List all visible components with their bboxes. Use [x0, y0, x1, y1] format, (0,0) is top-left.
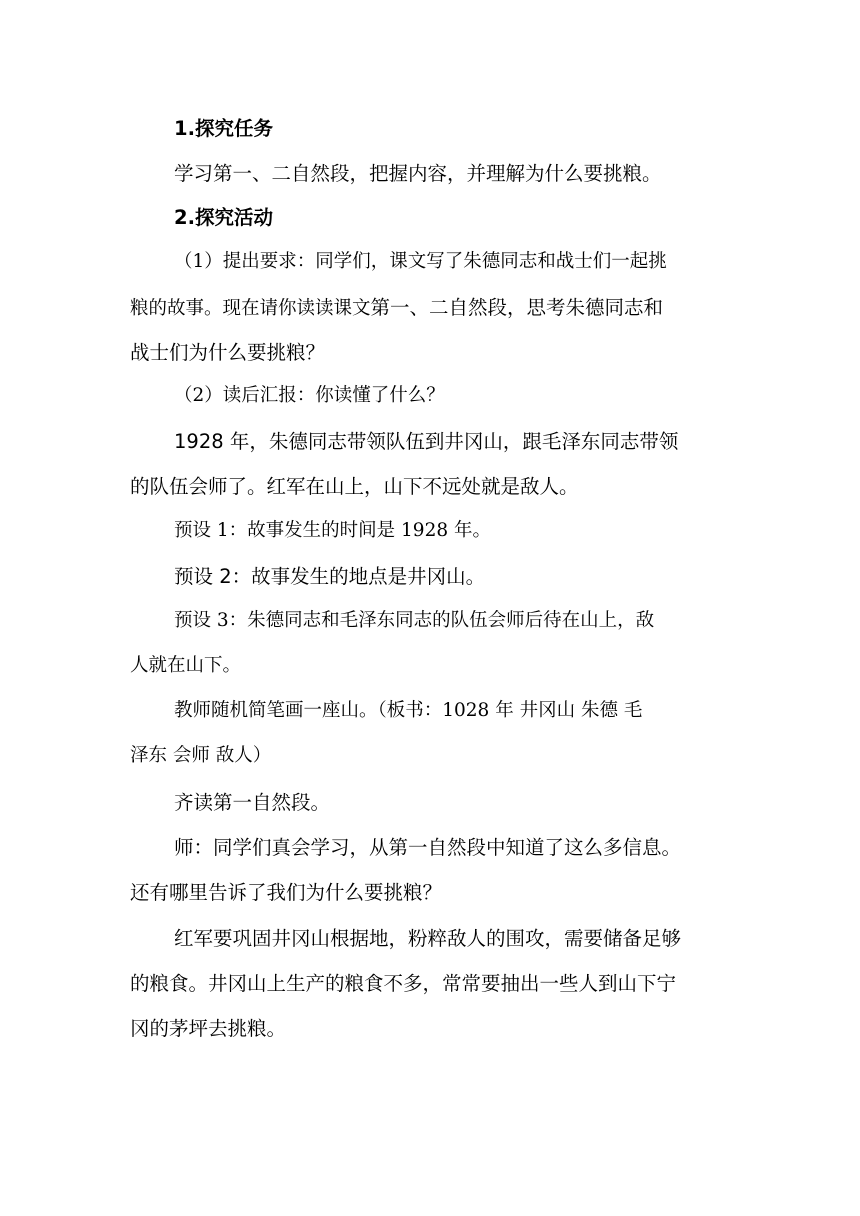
requirement-line-1: （1）提出要求：同学们，课文写了朱德同志和战士们一起挑	[174, 251, 667, 272]
teacher-note-line-2: 泽东 会师 敌人）	[130, 745, 272, 766]
task-text: 学习第一、二自然段，把握内容，并理解为什么要挑粮。	[174, 162, 662, 185]
requirement-line-2	[130, 298, 663, 319]
heading-inquiry-task: 1.探究任务	[174, 117, 273, 140]
paragraph-1928-line-1: 1928 年，朱德同志带领队伍到井冈山，跟毛泽东同志带领	[174, 430, 679, 453]
report-prompt: （2）读后汇报：你读懂了什么？	[174, 385, 445, 406]
paragraph-1928-line-2: 的队伍会师了。红军在山上，山下不远处就是敌人。	[130, 475, 579, 498]
teacher-question-line-2: 还有哪里告诉了我们为什么要挑粮？	[130, 881, 443, 904]
requirement-line-2-serif: 粮的故事。现在请你读读课文	[130, 298, 371, 319]
preset-2: 预设 2：故事发生的地点是井冈山。	[174, 565, 486, 588]
requirement-line-2-sans: 第一、二自然段，思考朱德同志和	[370, 296, 664, 319]
preset-3-line-2: 人就在山下。	[130, 655, 242, 676]
preset-3-line-1: 预设 3：朱德同志和毛泽东同志的队伍会师后待在山上，敌	[174, 610, 655, 631]
requirement-line-3: 战士们为什么要挑粮？	[130, 341, 326, 364]
teacher-note-line-1: 教师随机简笔画一座山。（板书：1028 年 井冈山 朱德 毛	[174, 700, 643, 721]
last-paragraph-line-1: 红军要巩固井冈山根据地，粉粹敌人的围攻，需要储备足够	[174, 927, 682, 950]
last-paragraph-line-2: 的粮食。井冈山上生产的粮食不多，常常要抽出一些人到山下宁	[130, 972, 677, 995]
read-aloud: 齐读第一自然段。	[174, 791, 331, 814]
teacher-question-line-1: 师：同学们真会学习，从第一自然段中知道了这么多信息。	[174, 836, 682, 859]
last-paragraph-line-3: 冈的茅坪去挑粮。	[130, 1017, 287, 1040]
heading-inquiry-activity: 2.探究活动	[174, 206, 273, 229]
preset-1: 预设 1：故事发生的时间是 1928 年。	[174, 520, 491, 541]
